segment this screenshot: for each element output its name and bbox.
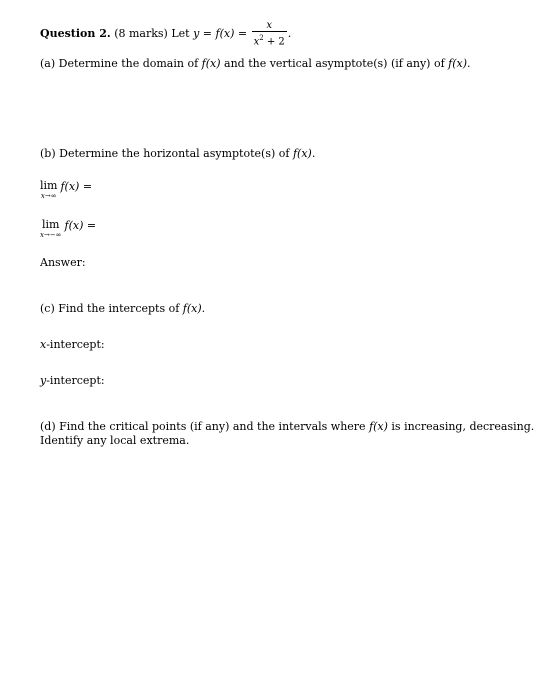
x-intercept-label: x-intercept: [40,338,105,351]
limit-operator: lim x→∞ [40,179,58,200]
part-d-prompt-line2: Identify any local extrema. [40,434,190,447]
part-b-prompt: (b) Determine the horizontal asymptote(s) of f(x). [40,147,316,160]
let-text: Let [171,27,190,41]
limit-negative-infinity: lim x→−∞ f(x) = [40,218,97,239]
question-header [40,20,291,48]
part-c-prompt: (c) Find the intercepts of f(x). [40,302,206,315]
part-d-prompt: (d) Find the critical points (if any) and the intervals where f(x) is increasing, decreasing. [40,420,534,433]
fraction-numerator: x [252,20,287,32]
question-marks: (8 marks) [114,27,168,41]
question-title: Question 2. [40,27,111,41]
answer-label: Answer: [40,256,86,269]
function-definition: y = f(x) = [193,27,248,41]
y-intercept-label: y-intercept: [40,374,105,387]
header-period: . [287,27,292,41]
function-fraction [252,20,287,48]
limit-operator: lim x→−∞ [40,218,62,239]
fraction-denominator: $x^2 + 2$ [253,34,285,48]
limit-positive-infinity: lim x→∞ f(x) = [40,179,93,200]
part-a-prompt: (a) Determine the domain of f(x) and the vertical asymptote(s) (if any) of f(x). [40,57,471,70]
